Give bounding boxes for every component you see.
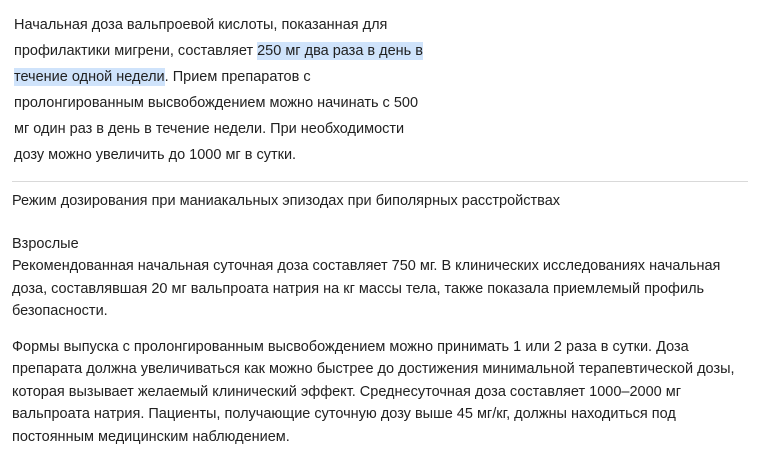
subheading-adults: Взрослые bbox=[12, 235, 79, 252]
intro-text-after: . Прием препаратов с пролонгированным высвобождением можно начинать с 500 мг один раз в день в течение недели. При необходимости дозу можно увеличить до 1000 мг в сутки. bbox=[14, 69, 419, 163]
intro-paragraph bbox=[14, 12, 426, 168]
section-divider bbox=[12, 181, 748, 182]
spacer bbox=[12, 213, 748, 233]
intro-block bbox=[0, 0, 440, 168]
intro-text-before: Начальная доза вальпроевой кислоты, показанная для профилактики мигрени, составляет bbox=[14, 17, 388, 59]
paragraph-initial-dose: Рекомендованная начальная суточная доза составляет 750 мг. В клинических исследованиях начальная доза, составлявшая 20 мг вальпроата натрия на кг массы тела, также показала приемлемый профиль безопасности. bbox=[12, 258, 721, 319]
dosage-section bbox=[12, 190, 748, 448]
paragraph-extended-release: Формы выпуска с пролонгированным высвобождением можно принимать 1 или 2 раза в сутки. Доза препарата должна увеличиваться как можно быстрее до достижения минимальной терапевтической дозы, которая вызывает желаемый клинический эффект. Среднесуточная доза составляет 1000–2000 мг вальпроата натрия. Пациенты, получающие суточную дозу выше 45 мг/кг, должны находиться под постоянным медицинским наблюдением. bbox=[12, 338, 735, 445]
highlighted-dose-text[interactable]: 250 мг два раза в день в течение одной недели bbox=[14, 43, 423, 85]
section-heading: Режим дозирования при маниакальных эпизодах при биполярных расстройствах bbox=[12, 193, 561, 209]
spacer bbox=[12, 323, 748, 336]
